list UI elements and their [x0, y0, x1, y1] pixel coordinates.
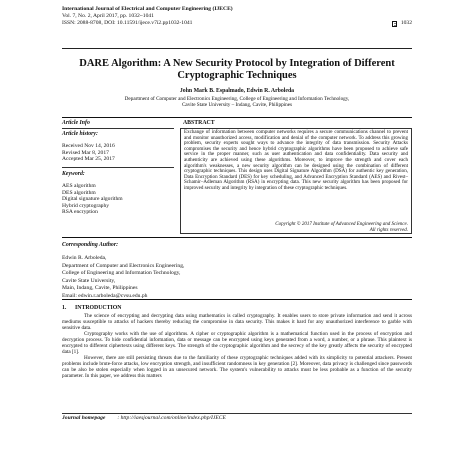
keyword-item: DES algorithm [62, 189, 96, 196]
revised-date: Revised Mar 8, 2017 [62, 149, 109, 156]
article-history [62, 143, 172, 163]
author-email: Email: edwin.r.arboleda@cvsu.edu.ph [62, 292, 148, 299]
abstract-text: Exchange of information between computer networks requires a secure communications channel to prevent and monitor unauthorized access, modification and denial of the computer network. To address this growing problem, security experts sought ways to advance the integrity of data transmission. Security Attacks compromises the security and hence hybrid cryptographic algorithms have been proposed to achieve safe service in the proper manner, such as user authentication and data confidentiality. Data security and authenticity are achieved using these algorithms. Moreover, to improve the strength and cover each algorithm's weaknesses, a new security algorithm can be designed using the combination of different cryptographic techniques. This design uses Digital Signature Algorithm (DSA) for authentic key generation, Data Encryption Standard (DES) for key scheduling, and Advanced Encryption Standard (AES) and Rivest–Schamir–Adleman Algorithm (RSA) in encrypting data. This new security algorithm has been proposed for improved security and integrity by integration of these cryptographic techniques. [184, 129, 408, 191]
issn-row [62, 20, 412, 27]
copyright-line-2: All rights reserved. [369, 228, 408, 233]
volume-line: Vol. 7, No. 2, April 2017, pp. 1032~1041 [62, 13, 154, 19]
keyword-item: Digital signature algorithm [62, 196, 123, 203]
keyword-item: AES algorithm [62, 183, 96, 189]
journal-header [62, 6, 412, 27]
affiliation-line-2: Cavite State University – Indang, Cavite, Philippines [181, 102, 293, 109]
author-line: Main, Indang, Cavite, Philippines [62, 285, 138, 292]
info-top-rule [62, 117, 412, 118]
introduction-body [62, 313, 412, 380]
keyword-item: RSA encryption [62, 209, 98, 216]
section-heading: 1. INTRODUCTION [62, 305, 122, 311]
journal-name: International Journal of Electrical and Computer Engineering (IJECE) [62, 6, 233, 12]
article-info-rule [62, 128, 174, 129]
keyword-list [62, 183, 172, 216]
paper-title: DARE Algorithm: A New Security Protocol by Integration of Different Cryptographic Techniques [79, 58, 395, 81]
accepted-date: Accepted Mar 25, 2017 [62, 156, 115, 163]
affiliation-line-1: Department of Computer and Electronics Engineering, College of Engineering and Information Technology, [124, 96, 350, 102]
corresponding-top-rule [62, 237, 412, 238]
header-divider [62, 48, 412, 49]
author-line: Department of Computer and Electronics Engineering, [62, 262, 185, 269]
homepage-label: Journal homepage [62, 415, 106, 421]
paragraph: Cryptography works with the use of algorithms. A cipher or cryptographic algorithm is a mathematical function used in the process of encryption and decryption process. To hide confidential information, data or message can be encrypted using keys generated from a word, a number, or a phrase. This plaintext is encrypted to different ciphertexts using different keys. The strength of the cryptographic algorithm and the secrecy of the key greatly affects the security of encrypted data [1]. [62, 331, 412, 356]
homepage-link[interactable]: : http://iaesjournal.com/online/index.php/IJECE [117, 415, 226, 421]
document-icon [392, 21, 397, 27]
footer-rule [62, 413, 412, 414]
article-info-heading: Article Info [62, 120, 90, 126]
keyword-heading: Keyword: [62, 171, 85, 177]
page-number: 1032 [400, 20, 412, 26]
paragraph: However, there are still persisting threats due to the familiarity of these cryptographic techniques added with its simplicity to potential attackers. Present problems include brute-force attacks, low encryption strength, and insufficient randomness in key generation [2]. Moreover, data privacy is challenged since passwords can be also be stolen especially when logged in an unsecured network. The system's vulnerability to attacks must be less probable as a function of the security parameter. In this paper, we address this matters [62, 355, 412, 380]
paragraph: The science of encrypting and decrypting data using mathematics is called cryptography. It enables users to store private information and send it across mediums susceptible to attacks of hackers thereby reducing the compromise in data security. This makes it hard for any unauthorized interference to garble with sensitive data. [62, 313, 412, 332]
page-number-group [392, 20, 412, 27]
author-line: Edwin R. Arboleda, [62, 255, 107, 261]
copyright [184, 222, 408, 234]
corresponding-author [62, 255, 222, 301]
footer [62, 415, 412, 421]
abstract-heading: ABSTRACT [183, 120, 215, 126]
paper-authors: John Mark B. Espalmado, Edwin R. Arboleda [179, 88, 295, 94]
history-heading: Article history: [62, 131, 98, 137]
received-date: Received Nov 14, 2016 [62, 143, 115, 149]
author-line: College of Engineering and Information Technology, [62, 270, 181, 277]
affiliation [62, 96, 412, 109]
author-line: Cavite State University, [62, 277, 116, 284]
keyword-item: Hybrid cryptography [62, 202, 110, 209]
issn-line: ISSN: 2088-8708, DOI: 10.11591/ijece.v7i2.pp1032-1041 [62, 20, 193, 26]
keyword-rule [62, 167, 174, 168]
copyright-line-1: Copyright © 2017 Institute of Advanced Engineering and Science. [275, 222, 408, 227]
corresponding-bottom-rule [62, 299, 412, 300]
corresponding-heading: Corresponding Author: [62, 242, 119, 248]
